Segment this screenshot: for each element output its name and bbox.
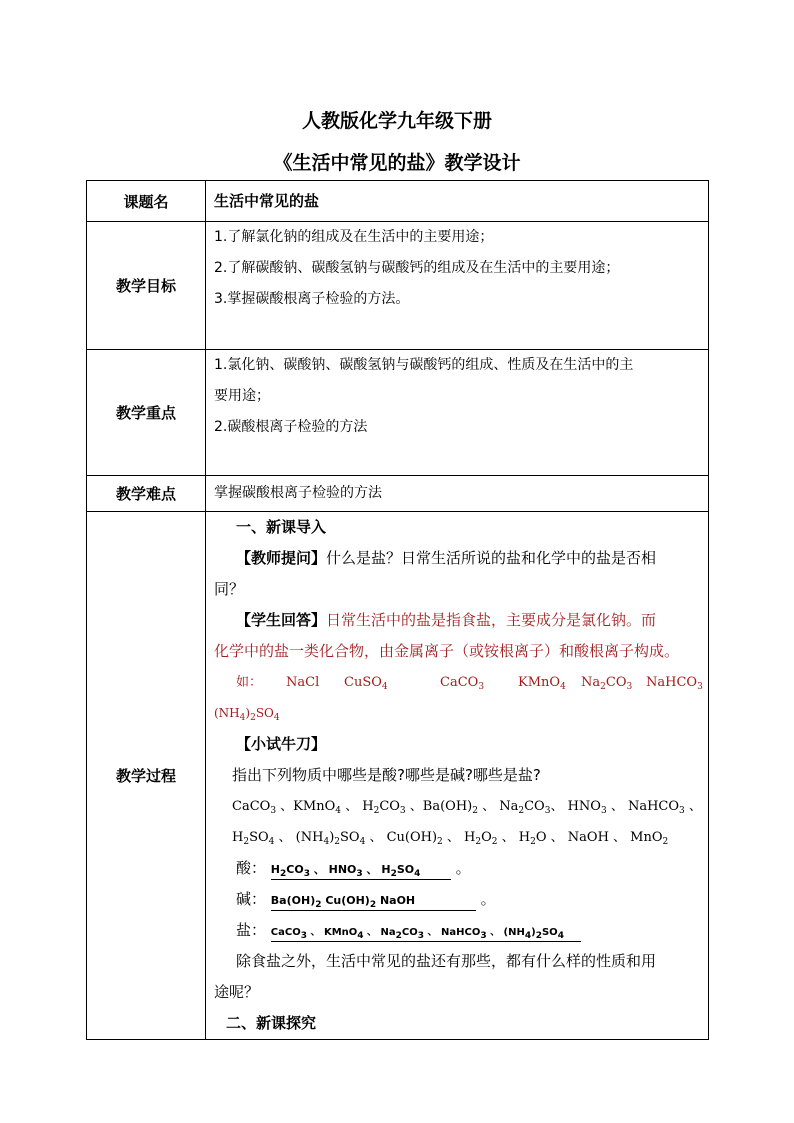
teacher-question: 【教师提问】什么是盐？日常生活所说的盐和化学中的盐是否相	[236, 549, 657, 567]
outro-question-cont: 途呢？	[214, 983, 260, 1001]
salt-answer: CaCO3 、 KMnO4 、 Na2CO3 、 NaHCO3 、 (NH4)2SO4	[271, 925, 581, 942]
example-cuso4: CuSO$_4$	[344, 675, 388, 692]
row-label-process: 教学过程	[87, 512, 206, 1040]
salt-examples: 如： NaCl CuSO$_4$ CaCO$_3$ KMnO$_4$ $Na_2CO_3$ NaHCO$_3$	[206, 667, 708, 698]
table-row-goals	[87, 222, 709, 350]
topic-value: 生活中常见的盐	[214, 191, 320, 210]
difficulty-value: 掌握碳酸根离子检验的方法	[214, 485, 382, 501]
student-answer-cont: 化学中的盐一类化合物，由金属离子（或铵根离子）和酸根离子构成。	[214, 642, 680, 660]
focus-line-1: 1.氯化钠、碳酸钠、碳酸氢钠与碳酸钙的组成、性质及在生活中的主	[214, 357, 634, 373]
base-answer-line: 碱： $Ba(OH)_2$ $Cu(OH)_2$ NaOH 。	[236, 890, 496, 910]
document-title: 人教版化学九年级下册	[301, 110, 492, 132]
outro-question: 除食盐之外，生活中常见的盐还有那些，都有什么样的性质和用	[236, 952, 657, 970]
row-label-goals: 教学目标	[87, 222, 206, 350]
row-label-topic: 课题名	[87, 181, 206, 222]
goal-line-3: 3.掌握碳酸根离子检验的方法。	[214, 291, 410, 307]
table-row-topic	[87, 181, 709, 222]
row-label-focus: 教学重点	[87, 350, 206, 476]
student-answer: 【学生回答】日常生活中的盐是指食盐，主要成分是氯化钠。而	[236, 611, 657, 629]
trial-heading: 【小试牛刀】	[236, 735, 327, 753]
section-heading-explore: 二、新课探究	[226, 1014, 317, 1032]
table-row-process	[87, 512, 709, 1040]
goal-line-2: 2.了解碳酸钠、碳酸氢钠与碳酸钙的组成及在生活中的主要用途；	[214, 260, 620, 276]
substance-list-1: CaCO$_3$ 、KMnO$_4$ 、 $H_2CO_3$ 、$Ba(OH)_2$ 、 $Na_2CO_3$、 $HNO_3$ 、 NaHCO$_3$ 、	[232, 799, 702, 816]
example-nahco3: NaHCO$_3$	[646, 675, 703, 692]
row-label-difficulty: 教学难点	[87, 476, 206, 512]
acid-answer: $H_2CO_3$ 、 $HNO_3$ 、 $H_2SO_4$	[271, 862, 451, 880]
base-answer: $Ba(OH)_2$ $Cu(OH)_2$ NaOH	[271, 893, 476, 911]
teacher-question-cont: 同？	[214, 580, 245, 598]
focus-line-3: 2.碳酸根离子检验的方法	[214, 419, 368, 435]
section-heading-intro: 一、新课导入	[236, 518, 327, 536]
example-na2co3: $Na_2CO_3$	[581, 675, 633, 692]
lesson-plan-table	[86, 180, 709, 1040]
goal-line-1: 1.了解氯化钠的组成及在生活中的主要用途；	[214, 229, 494, 245]
table-row-difficulty	[87, 476, 709, 512]
substance-list-2: $H_2SO_4$ 、 $(NH_4)_2SO_4$ 、 $Cu(OH)_2$ 、 $H_2O_2$ 、 $H_2O$ 、 NaOH 、 MnO$_2$	[232, 830, 669, 847]
focus-line-2: 要用途；	[214, 388, 270, 404]
acid-answer-line: 酸： $H_2CO_3$ 、 $HNO_3$ 、 $H_2SO_4$ 。	[236, 859, 471, 879]
salt-answer-line: 盐： CaCO3 、 KMnO4 、 Na2CO3 、 NaHCO3 、 (NH4)2SO4	[206, 915, 708, 946]
trial-question: 指出下列物质中哪些是酸?哪些是碱?哪些是盐?	[232, 766, 541, 784]
example-nh4-2so4: $(NH_4)_2SO_4$	[214, 706, 280, 723]
example-caco3: CaCO$_3$	[440, 675, 485, 692]
document-subtitle: 《生活中常见的盐》教学设计	[273, 152, 521, 174]
table-row-focus	[87, 350, 709, 476]
example-kmno4: KMnO$_4$	[518, 675, 566, 692]
example-nacl: NaCl	[286, 675, 320, 690]
